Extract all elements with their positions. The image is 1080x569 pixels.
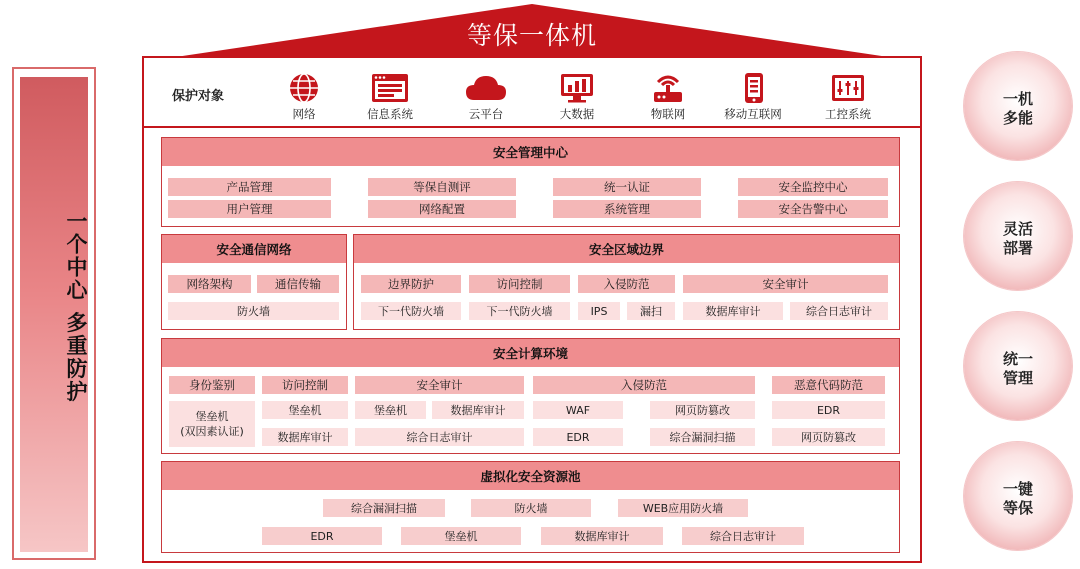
boundary-head: 安全审计 xyxy=(683,275,888,293)
feature-label: 灵活 部署 xyxy=(1002,220,1033,257)
compute-head: 身份鉴别 xyxy=(169,376,255,394)
mgmt-item: 用户管理 xyxy=(168,200,331,218)
compute-head: 安全审计 xyxy=(355,376,524,394)
protect-item-mobile xyxy=(713,72,793,124)
left-banner xyxy=(12,67,96,560)
compute-item: EDR xyxy=(533,428,623,446)
mgmt-item: 安全告警中心 xyxy=(738,200,888,218)
protect-item-cloud xyxy=(446,72,526,124)
protect-item-label: 工控系统 xyxy=(825,107,871,121)
protect-item-label: 物联网 xyxy=(650,107,686,121)
virtual-item: 堡垒机 xyxy=(401,527,521,545)
protect-item-label: 信息系统 xyxy=(367,107,413,121)
compute-item: 综合日志审计 xyxy=(355,428,524,446)
mgmt-title: 安全管理中心 xyxy=(162,138,899,166)
boundary-head: 访问控制 xyxy=(469,275,570,293)
feature-circle xyxy=(964,442,1072,550)
feature-label: 统一 管理 xyxy=(1002,350,1033,387)
compute-item: 堡垒机 xyxy=(262,401,348,419)
compute-item: 堡垒机 (双因素认证) xyxy=(169,401,255,447)
protect-item-label: 大数据 xyxy=(559,107,595,121)
compute-item: EDR xyxy=(772,401,885,419)
feature-circle xyxy=(964,312,1072,420)
protect-item-network xyxy=(264,72,344,124)
control-panel-icon xyxy=(830,72,866,104)
comm-item: 防火墙 xyxy=(168,302,339,320)
boundary-item: 综合日志审计 xyxy=(790,302,888,320)
mgmt-item: 系统管理 xyxy=(553,200,701,218)
protect-item-bigdata xyxy=(537,72,617,124)
boundary-item: 数据库审计 xyxy=(683,302,783,320)
boundary-title: 安全区域边界 xyxy=(354,235,899,263)
protect-item-label: 移动互联网 xyxy=(724,107,782,121)
mobile-icon xyxy=(737,72,769,104)
virtual-item: 数据库审计 xyxy=(541,527,663,545)
compute-head: 访问控制 xyxy=(262,376,348,394)
compute-item: 综合漏洞扫描 xyxy=(650,428,755,446)
comm-title: 安全通信网络 xyxy=(162,235,346,263)
boundary-head: 入侵防范 xyxy=(578,275,675,293)
feature-label: 一机 多能 xyxy=(1002,90,1033,127)
boundary-item: IPS xyxy=(578,302,620,320)
mgmt-item: 等保自测评 xyxy=(368,178,516,196)
feature-circle xyxy=(964,182,1072,290)
boundary-head: 边界防护 xyxy=(361,275,461,293)
compute-item: WAF xyxy=(533,401,623,419)
compute-head: 恶意代码防范 xyxy=(772,376,885,394)
left-banner-text: 一个中心 多重防护 xyxy=(64,210,88,404)
compute-head: 入侵防范 xyxy=(533,376,755,394)
mgmt-item: 网络配置 xyxy=(368,200,516,218)
virtual-item: 防火墙 xyxy=(471,499,591,517)
compute-item: 堡垒机 xyxy=(355,401,426,419)
virtual-item: WEB应用防火墙 xyxy=(618,499,748,517)
page-title: 等保一体机 xyxy=(466,21,597,50)
compute-item: 网页防篡改 xyxy=(650,401,755,419)
protect-item-ics xyxy=(808,72,888,124)
cloud-icon xyxy=(464,72,508,104)
protect-item-iot xyxy=(628,72,708,124)
router-icon xyxy=(650,72,686,104)
virtual-title: 虚拟化安全资源池 xyxy=(162,462,899,490)
compute-title: 安全计算环境 xyxy=(162,339,899,367)
boundary-item: 漏扫 xyxy=(627,302,675,320)
boundary-item: 下一代防火墙 xyxy=(469,302,570,320)
mgmt-item: 安全监控中心 xyxy=(738,178,888,196)
left-banner-fill xyxy=(20,77,88,552)
mgmt-item: 统一认证 xyxy=(553,178,701,196)
feature-circle xyxy=(964,52,1072,160)
bar-chart-monitor-icon xyxy=(559,72,595,104)
virtual-item: EDR xyxy=(262,527,382,545)
compute-item: 数据库审计 xyxy=(432,401,524,419)
virtual-item: 综合日志审计 xyxy=(682,527,804,545)
protect-item-label: 云平台 xyxy=(468,107,504,121)
protect-objects-label: 保护对象 xyxy=(172,89,225,104)
comm-item: 通信传输 xyxy=(257,275,339,293)
boundary-item: 下一代防火墙 xyxy=(361,302,461,320)
virtual-item: 综合漏洞扫描 xyxy=(323,499,445,517)
protect-item-label: 网络 xyxy=(292,107,316,121)
compute-item: 数据库审计 xyxy=(262,428,348,446)
protect-item-info-system xyxy=(350,72,430,124)
protect-objects-row xyxy=(144,62,920,128)
feature-label: 一键 等保 xyxy=(1002,480,1033,517)
comm-item: 网络架构 xyxy=(168,275,251,293)
compute-item: 网页防篡改 xyxy=(772,428,885,446)
window-icon xyxy=(370,72,410,104)
mgmt-item: 产品管理 xyxy=(168,178,331,196)
globe-icon xyxy=(288,72,320,104)
